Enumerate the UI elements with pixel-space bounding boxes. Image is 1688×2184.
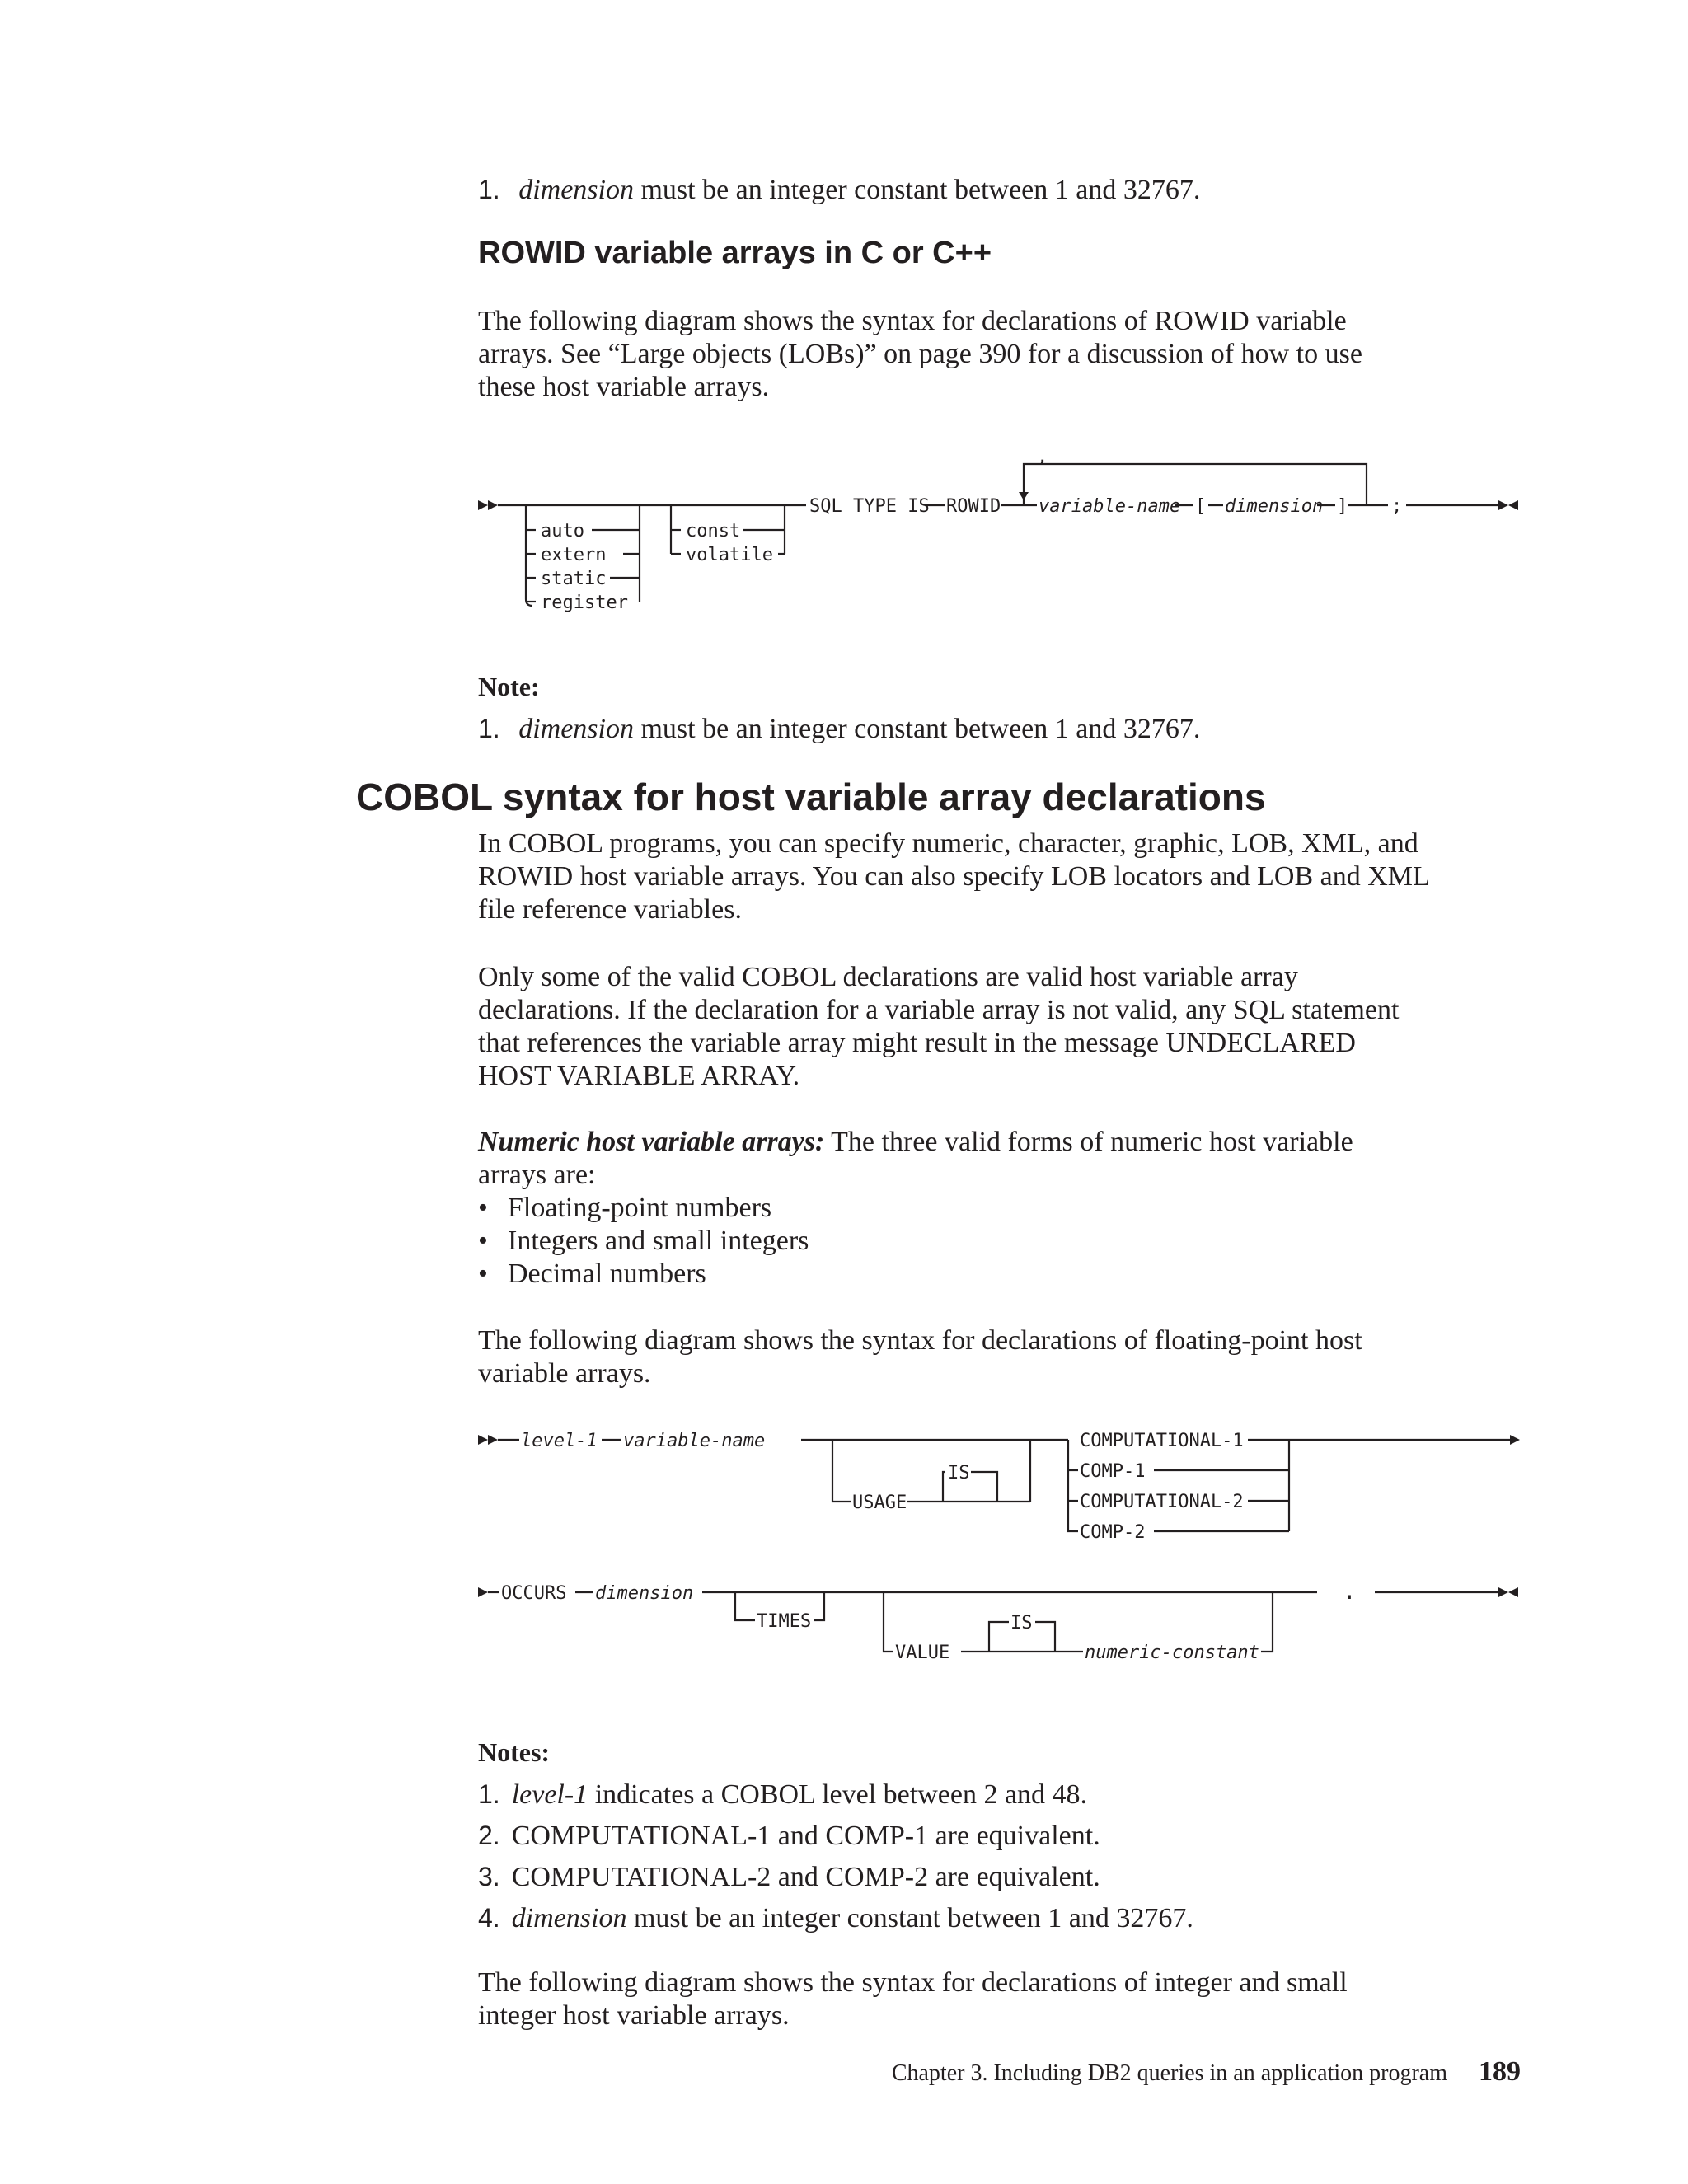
storage-option: static: [541, 569, 607, 589]
notes-list: [478, 1778, 1193, 1943]
dimension-term: dimension: [595, 1583, 694, 1604]
occurs-keyword: OCCURS: [501, 1583, 567, 1604]
rowid-intro: [478, 305, 1362, 404]
float-intro: [478, 1324, 1362, 1390]
text-line: these host variable arrays.: [478, 372, 770, 402]
text-line: arrays are:: [478, 1160, 596, 1190]
text-line: In COBOL programs, you can specify numeric, character, graphic, LOB, XML, and: [478, 828, 1418, 859]
rowid-syntax-diagram: [470, 449, 1525, 622]
text-line: The following diagram shows the syntax for declarations of integer and small: [478, 1967, 1348, 1998]
sql-type-keyword: SQL TYPE IS: [809, 496, 930, 517]
top-note: [478, 173, 1200, 207]
note-term: dimension: [518, 714, 634, 744]
note-item: 2. COMPUTATIONAL-1 and COMP-1 are equivalent.: [478, 1821, 1100, 1851]
notes-title: Notes:: [478, 1737, 551, 1767]
text-line: The following diagram shows the syntax for declarations of ROWID variable: [478, 306, 1347, 336]
rowid-keyword: ROWID: [946, 496, 1001, 517]
text-line: declarations. If the declaration for a variable array is not valid, any SQL statement: [478, 995, 1400, 1025]
value-keyword: VALUE: [895, 1643, 950, 1663]
is-keyword: IS: [1010, 1613, 1033, 1633]
numeric-constant-term: numeric-constant: [1085, 1643, 1259, 1663]
text-line: integer host variable arrays.: [478, 2000, 790, 2031]
text-line: that references the variable array might result in the message UNDECLARED: [478, 1028, 1356, 1058]
storage-option: register: [541, 593, 628, 613]
text-line: file reference variables.: [478, 894, 742, 925]
period: .: [1342, 1577, 1357, 1605]
rowid-note: [478, 712, 1200, 746]
comp-option: COMPUTATIONAL-1: [1080, 1431, 1244, 1451]
numeric-label: Numeric host variable arrays:: [478, 1127, 825, 1157]
note-number: 1.: [478, 714, 500, 743]
level-term: level-1: [521, 1431, 598, 1451]
text-line: Only some of the valid COBOL declarations are valid host variable array: [478, 962, 1298, 992]
note-text: must be an integer constant between 1 and 32767.: [633, 714, 1201, 744]
float-syntax-diagram: [470, 1418, 1525, 1673]
cobol-paragraph-2: [478, 961, 1399, 1093]
open-bracket: [: [1195, 496, 1207, 517]
comp-option: COMP-2: [1080, 1522, 1146, 1543]
text-line: ROWID host variable arrays. You can also specify LOB locators and LOB and XML: [478, 861, 1430, 892]
is-keyword: IS: [948, 1463, 970, 1483]
bullet-item: • Decimal numbers: [478, 1258, 706, 1289]
page-footer: [841, 2056, 1521, 2088]
note-term: dimension: [518, 175, 634, 205]
note-number: 1.: [478, 175, 500, 204]
comp-option: COMPUTATIONAL-2: [1080, 1492, 1244, 1512]
storage-option: extern: [541, 545, 607, 565]
text-line: arrays. See “Large objects (LOBs)” on page 390 for a discussion of how to use: [478, 339, 1362, 369]
note-item: 4. dimension must be an integer constant between 1 and 32767.: [478, 1903, 1193, 1933]
times-keyword: TIMES: [757, 1611, 812, 1632]
repeat-separator: ,: [1037, 449, 1048, 467]
cobol-paragraph-1: [478, 827, 1430, 926]
terminator: ;: [1391, 496, 1403, 517]
qualifier-option: const: [686, 521, 741, 541]
cobol-heading: COBOL syntax for host variable array declarations: [356, 776, 1266, 818]
note-item: 1. level-1 indicates a COBOL level between 2 and 48.: [478, 1779, 1088, 1810]
integer-intro: [478, 1966, 1348, 2032]
variable-name-term: variable-name: [1039, 496, 1181, 517]
numeric-text: The three valid forms of numeric host variable: [824, 1127, 1353, 1157]
comp-option: COMP-1: [1080, 1461, 1146, 1482]
note-text: must be an integer constant between 1 and 32767.: [633, 175, 1201, 205]
text-line: variable arrays.: [478, 1358, 651, 1389]
storage-option: auto: [541, 521, 584, 541]
rowid-heading: ROWID variable arrays in C or C++: [478, 236, 992, 270]
numeric-arrays-paragraph: [478, 1126, 1353, 1291]
close-bracket: ]: [1337, 496, 1348, 517]
text-line: The following diagram shows the syntax for declarations of floating-point host: [478, 1325, 1362, 1356]
bullet-item: • Integers and small integers: [478, 1226, 809, 1256]
page-number: 189: [1479, 2056, 1521, 2087]
text-line: HOST VARIABLE ARRAY.: [478, 1061, 800, 1091]
variable-name-term: variable-name: [623, 1431, 766, 1451]
dimension-term: dimension: [1225, 496, 1324, 517]
qualifier-option: volatile: [686, 545, 773, 565]
rowid-note-title: Note:: [478, 672, 540, 701]
usage-keyword: USAGE: [852, 1493, 907, 1513]
note-item: 3. COMPUTATIONAL-2 and COMP-2 are equivalent.: [478, 1862, 1100, 1892]
bullet-item: • Floating-point numbers: [478, 1193, 772, 1223]
chapter-title: Chapter 3. Including DB2 queries in an application program: [891, 2060, 1447, 2086]
